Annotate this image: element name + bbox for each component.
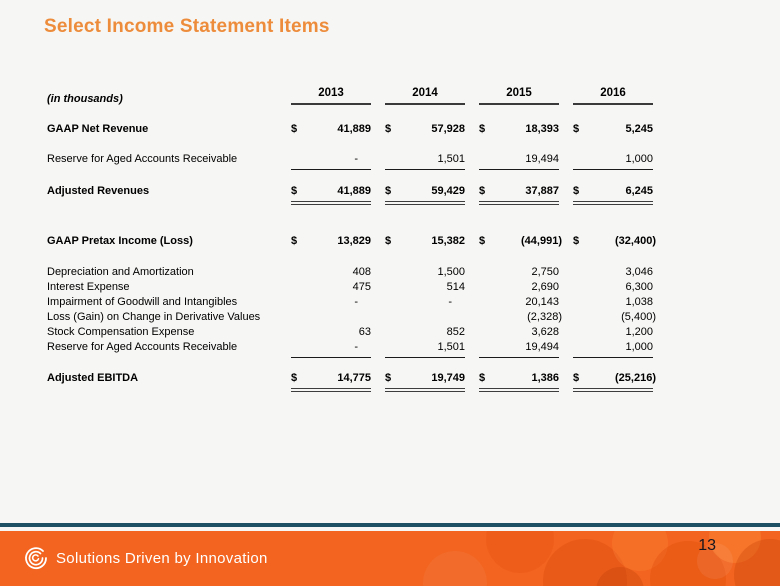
cell-value: 41,889	[337, 185, 371, 197]
value-cell	[385, 184, 465, 205]
currency-symbol: $	[385, 235, 392, 247]
value-cell	[291, 340, 371, 358]
value-cell	[479, 325, 559, 340]
value-cell	[291, 152, 371, 170]
currency-symbol: $	[479, 372, 486, 384]
cell-value: (32,400)	[615, 235, 656, 247]
footer-tagline: Solutions Driven by Innovation	[56, 550, 268, 567]
cell-value: 1,000	[625, 341, 653, 353]
year-column-header: 2014	[385, 86, 465, 105]
cell-value: 2,750	[531, 266, 559, 278]
cell-value: 1,500	[437, 266, 465, 278]
currency-symbol: $	[291, 372, 298, 384]
table-header-row	[47, 86, 667, 105]
value-cell	[479, 265, 559, 280]
cell-value: 37,887	[525, 185, 559, 197]
cell-value: 13,829	[337, 235, 371, 247]
year-column-header: 2013	[291, 86, 371, 105]
value-cell	[479, 122, 559, 137]
row-label: Interest Expense	[47, 281, 130, 293]
slide-title: Select Income Statement Items	[44, 16, 330, 37]
table-row	[47, 295, 667, 310]
row-label: Adjusted Revenues	[47, 185, 150, 197]
value-cell	[573, 325, 653, 340]
value-cell	[573, 152, 653, 170]
cell-value: 18,393	[525, 123, 559, 135]
value-cell	[573, 371, 656, 392]
currency-symbol: $	[291, 185, 298, 197]
value-cell	[573, 340, 653, 358]
cell-value: 852	[446, 326, 465, 338]
currency-symbol: $	[573, 235, 580, 247]
value-cell	[385, 295, 465, 310]
row-label: Reserve for Aged Accounts Receivable	[47, 341, 238, 353]
value-cell	[291, 234, 371, 249]
cell-value: 514	[446, 281, 465, 293]
cell-value: -	[354, 296, 358, 308]
cell-value: 475	[352, 281, 371, 293]
footer-divider-line	[0, 523, 780, 527]
cell-value: 5,245	[625, 123, 653, 135]
value-cell	[291, 295, 371, 310]
value-cell	[291, 184, 371, 205]
cell-value: 1,501	[437, 153, 465, 165]
value-cell	[479, 234, 562, 249]
value-cell	[291, 280, 371, 295]
cell-value: 6,245	[625, 185, 653, 197]
value-cell	[573, 310, 656, 325]
row-label: GAAP Net Revenue	[47, 123, 149, 135]
currency-symbol: $	[573, 185, 580, 197]
cell-value: 19,494	[525, 341, 559, 353]
cell-value: (25,216)	[615, 372, 656, 384]
cell-value: 15,382	[431, 235, 465, 247]
value-cell	[385, 280, 465, 295]
cell-value: 19,494	[525, 153, 559, 165]
table-row	[47, 371, 667, 392]
table-row	[47, 265, 667, 280]
cell-value: 59,429	[431, 185, 465, 197]
cell-value: (44,991)	[521, 235, 562, 247]
row-label: Stock Compensation Expense	[47, 326, 195, 338]
value-cell	[479, 340, 559, 358]
value-cell	[479, 295, 559, 310]
value-cell	[385, 122, 465, 137]
currency-symbol: $	[479, 185, 486, 197]
footer-band	[0, 531, 780, 586]
currency-symbol: $	[291, 123, 298, 135]
cell-value: 1,000	[625, 153, 653, 165]
table-row	[47, 325, 667, 340]
currency-symbol: $	[291, 235, 298, 247]
value-cell	[573, 234, 656, 249]
value-cell	[385, 234, 465, 249]
cell-value: (5,400)	[621, 311, 656, 323]
value-cell	[479, 371, 559, 392]
value-cell	[291, 371, 371, 392]
value-cell	[385, 325, 465, 340]
cell-value: 3,046	[625, 266, 653, 278]
value-cell	[385, 152, 465, 170]
cell-value: 3,628	[531, 326, 559, 338]
currency-symbol: $	[385, 123, 392, 135]
value-cell	[291, 265, 371, 280]
row-label: Impairment of Goodwill and Intangibles	[47, 296, 238, 308]
cell-value: 2,690	[531, 281, 559, 293]
table-body	[47, 122, 667, 392]
value-cell	[573, 184, 653, 205]
value-cell	[385, 265, 465, 280]
value-cell	[479, 184, 559, 205]
table-row	[47, 340, 667, 358]
value-cell	[573, 295, 653, 310]
currency-symbol: $	[385, 185, 392, 197]
cell-value: 6,300	[625, 281, 653, 293]
cell-value: 1,200	[625, 326, 653, 338]
cell-value: -	[354, 153, 358, 165]
currency-symbol: $	[479, 235, 486, 247]
row-label: Adjusted EBITDA	[47, 372, 139, 384]
value-cell	[573, 280, 653, 295]
table-row	[47, 310, 667, 325]
table-row	[47, 122, 667, 137]
cell-value: 14,775	[337, 372, 371, 384]
table-row	[47, 280, 667, 295]
value-cell	[479, 152, 559, 170]
value-cell	[291, 122, 371, 137]
row-label: GAAP Pretax Income (Loss)	[47, 235, 193, 247]
cell-value: 1,386	[531, 372, 559, 384]
cell-value: (2,328)	[527, 311, 562, 323]
currency-symbol: $	[573, 123, 580, 135]
cell-value: 19,749	[431, 372, 465, 384]
value-cell	[479, 280, 559, 295]
cell-value: 1,038	[625, 296, 653, 308]
row-label: Reserve for Aged Accounts Receivable	[47, 153, 238, 165]
cell-value: 408	[352, 266, 371, 278]
value-cell	[573, 122, 653, 137]
cell-value: -	[448, 296, 452, 308]
value-cell	[479, 310, 562, 325]
cell-value: 20,143	[525, 296, 559, 308]
cell-value: 41,889	[337, 123, 371, 135]
income-statement-table	[47, 86, 667, 392]
value-cell	[385, 340, 465, 358]
table-row	[47, 152, 667, 170]
table-row	[47, 184, 667, 205]
currency-symbol: $	[573, 372, 580, 384]
row-label: Loss (Gain) on Change in Derivative Values	[47, 311, 261, 323]
cell-value: -	[354, 341, 358, 353]
cell-value: 1,501	[437, 341, 465, 353]
value-cell	[291, 325, 371, 340]
unit-label: (in thousands)	[47, 93, 123, 105]
row-label: Depreciation and Amortization	[47, 266, 194, 278]
page-number: 13	[698, 537, 716, 554]
year-column-header: 2016	[573, 86, 653, 105]
table-row	[47, 234, 667, 249]
company-logo-icon	[23, 545, 49, 571]
value-cell	[385, 371, 465, 392]
currency-symbol: $	[479, 123, 486, 135]
value-cell	[573, 265, 653, 280]
cell-value: 57,928	[431, 123, 465, 135]
cell-value: 63	[358, 326, 371, 338]
year-column-header: 2015	[479, 86, 559, 105]
currency-symbol: $	[385, 372, 392, 384]
